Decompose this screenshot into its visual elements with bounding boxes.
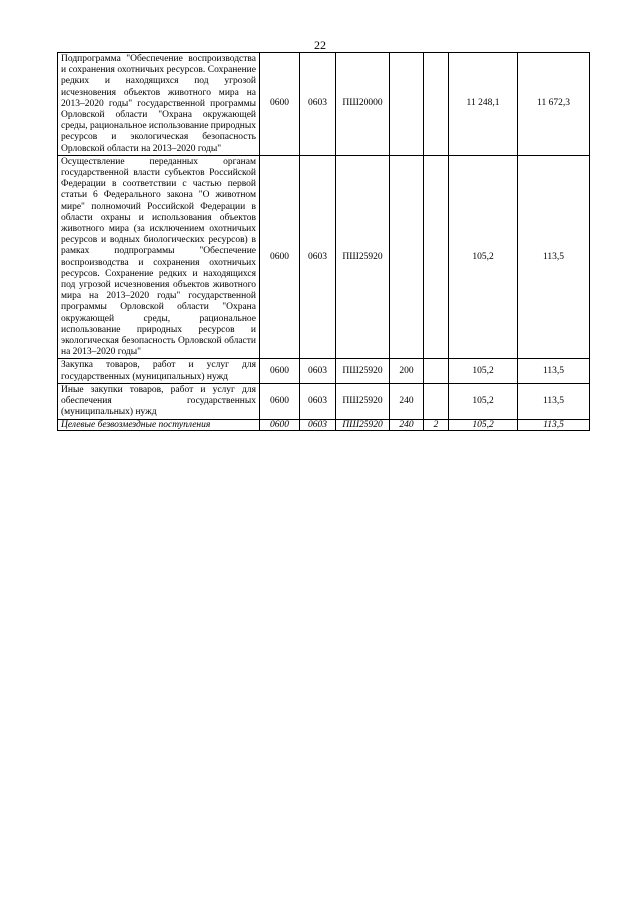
row-target-article: ПШ25920	[336, 419, 390, 430]
row-expense-type	[390, 53, 424, 156]
row-funding-source	[424, 383, 449, 419]
row-expense-type	[390, 155, 424, 359]
row-subsection-code: 0603	[300, 383, 336, 419]
row-target-article: ПШ25920	[336, 359, 390, 383]
budget-table	[57, 52, 590, 431]
row-subsection-code: 0603	[300, 419, 336, 430]
row-target-article: ПШ25920	[336, 155, 390, 359]
row-funding-source: 2	[424, 419, 449, 430]
row-expense-type: 240	[390, 383, 424, 419]
row-section-code: 0600	[260, 155, 300, 359]
row-amount-year2: 113,5	[518, 419, 590, 430]
row-description: Подпрограмма "Обеспечение воспроизводства и сохранения охотничьих ресурсов. Сохранение редких и находящихся под угрозой исчезновения объектов животного мира на 2013–2020 годы" государственной программы Орловской области "Охрана окружающей среды, рациональное использование природных ресурсов и экологическая безопасность Орловской области на 2013–2020 годы"	[58, 53, 260, 156]
page-number: 22	[314, 38, 326, 52]
row-target-article: ПШ25920	[336, 383, 390, 419]
row-section-code: 0600	[260, 419, 300, 430]
row-description: Осуществление переданных органам государственной власти субъектов Российской Федерации в соответствии с частью первой статьи 6 Федерального закона "О животном мире" полномочий Российской Федерации в области охраны и использования объектов животного мира (за исключением охотничьих ресурсов и водных биологических ресурсов) в рамках подпрограммы "Обеспечение воспроизводства и сохранения охотничьих ресурсов. Сохранение редких и находящихся под угрозой исчезновения объектов животного мира на 2013–2020 годы" государственной программы Орловской области "Охрана окружающей среды, рациональное использование природных ресурсов и экологическая безопасность Орловской области на 2013–2020 годы"	[58, 155, 260, 359]
table-row	[58, 155, 590, 359]
row-description: Иные закупки товаров, работ и услуг для обеспечения государственных (муниципальных) нужд	[58, 383, 260, 419]
row-section-code: 0600	[260, 359, 300, 383]
row-target-article: ПШ20000	[336, 53, 390, 156]
row-amount-year1: 105,2	[449, 419, 518, 430]
row-expense-type: 240	[390, 419, 424, 430]
row-funding-source	[424, 53, 449, 156]
row-amount-year2: 113,5	[518, 155, 590, 359]
row-amount-year1: 105,2	[449, 383, 518, 419]
row-subsection-code: 0603	[300, 155, 336, 359]
row-subsection-code: 0603	[300, 53, 336, 156]
row-amount-year2: 113,5	[518, 359, 590, 383]
row-subsection-code: 0603	[300, 359, 336, 383]
table-row	[58, 53, 590, 156]
row-amount-year1: 11 248,1	[449, 53, 518, 156]
table-row	[58, 383, 590, 419]
row-funding-source	[424, 155, 449, 359]
row-section-code: 0600	[260, 383, 300, 419]
table-row	[58, 419, 590, 430]
row-amount-year2: 11 672,3	[518, 53, 590, 156]
table-row	[58, 359, 590, 383]
row-description: Закупка товаров, работ и услуг для государственных (муниципальных) нужд	[58, 359, 260, 383]
row-amount-year1: 105,2	[449, 359, 518, 383]
row-expense-type: 200	[390, 359, 424, 383]
row-description: Целевые безвозмездные поступления	[58, 419, 260, 430]
row-amount-year1: 105,2	[449, 155, 518, 359]
row-amount-year2: 113,5	[518, 383, 590, 419]
row-section-code: 0600	[260, 53, 300, 156]
row-funding-source	[424, 359, 449, 383]
